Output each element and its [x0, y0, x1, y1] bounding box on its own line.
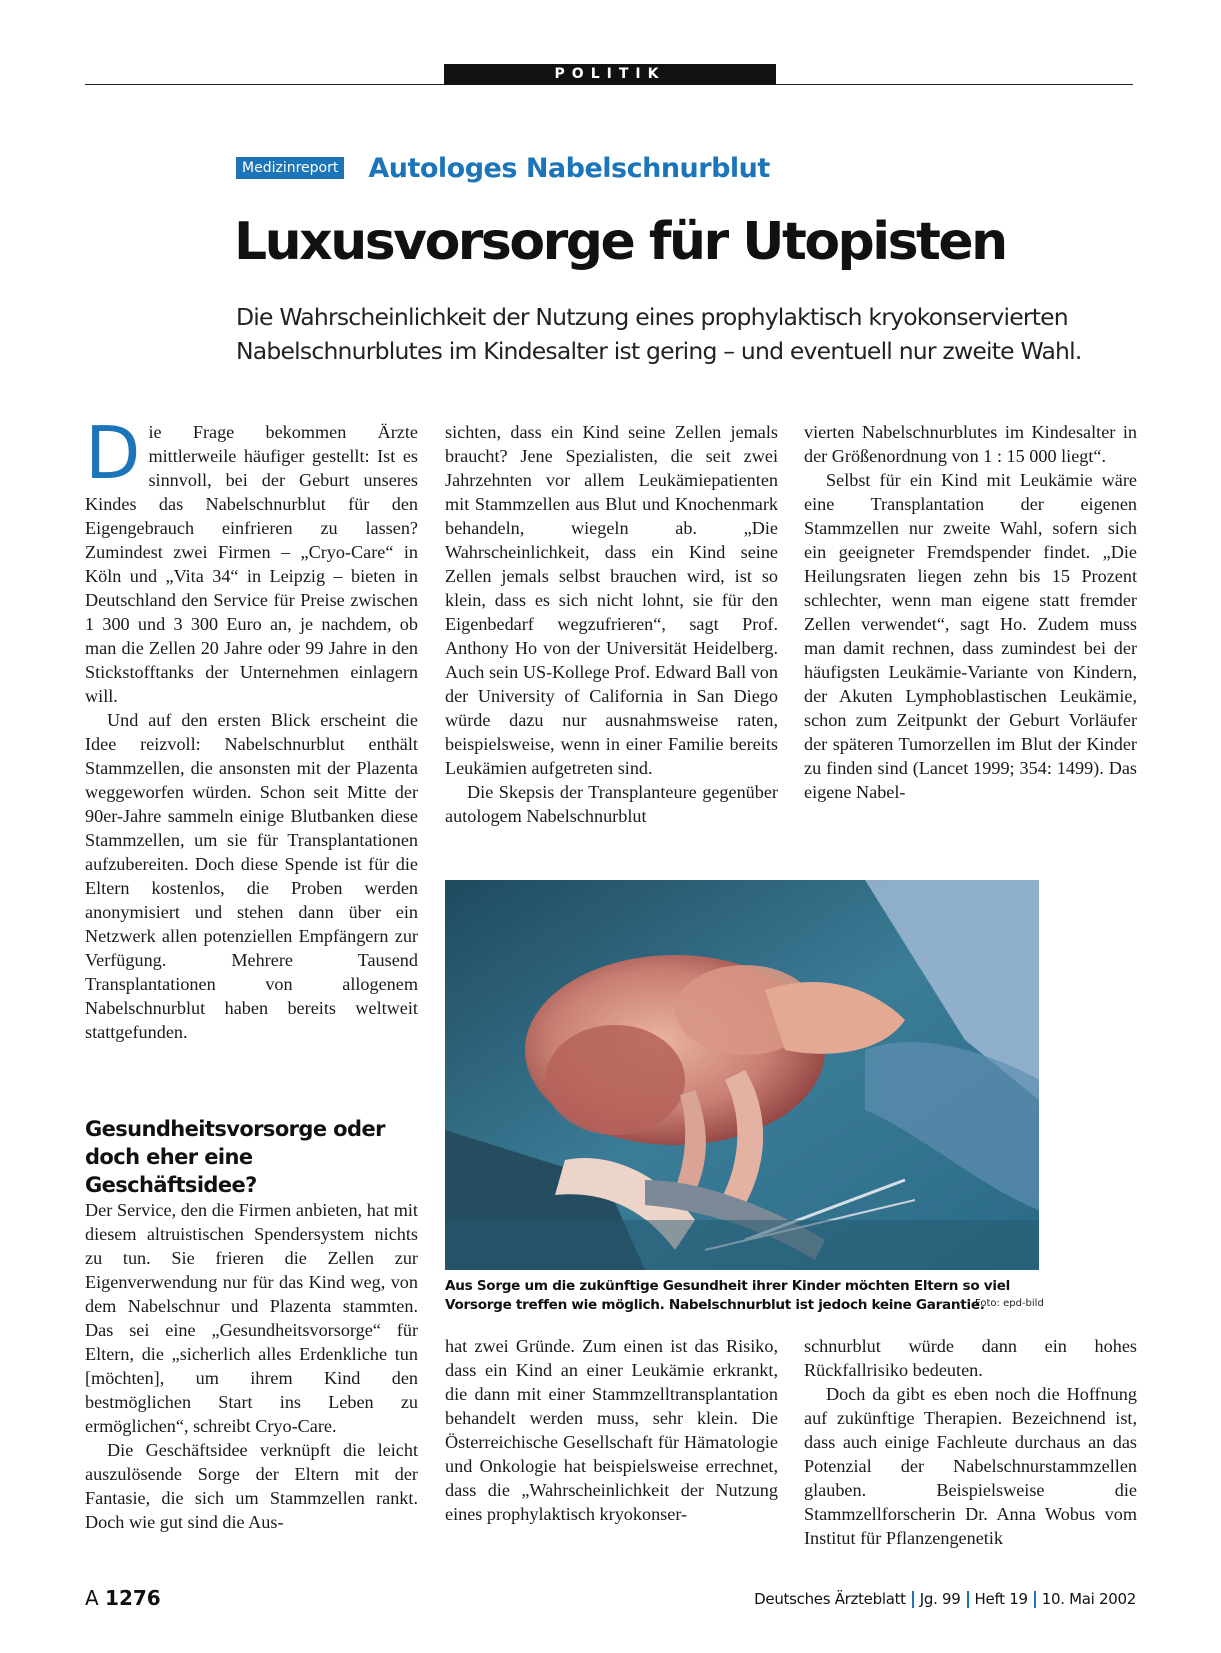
- article-headline: Luxusvorsorge für Utopisten: [234, 212, 1006, 272]
- page-number-value: 1276: [105, 1586, 161, 1610]
- paragraph: schnurblut würde dann ein hohes Rückfallrisiko bedeuten.: [804, 1336, 1137, 1380]
- column-2-continued: [445, 1334, 778, 1526]
- paragraph: hat zwei Gründe. Zum einen ist das Risiko, dass ein Kind an einer Leukämie erkrankt, die dann mit einer Stammzelltransplantation behandelt werden muss, sehr klein. Die Österreichische Gesellschaft für Hämatologie und Onkologie hat beispielsweise errechnet, dass die „Wahrscheinlichkeit der Nutzung eines prophylaktisch kryokonser-: [445, 1336, 778, 1524]
- journal-volume: Jg. 99: [919, 1590, 961, 1608]
- column-3: [804, 420, 1137, 804]
- journal-name: Deutsches Ärzteblatt: [754, 1590, 906, 1608]
- article-subhead: Die Wahrscheinlichkeit der Nutzung eines prophylaktisch kryokonservierten Nabelschnurblutes im Kindesalter ist gering – und eventuell nur zweite Wahl.: [236, 303, 1082, 365]
- column-1: [85, 411, 418, 1044]
- section-label: POLITIK: [444, 64, 776, 85]
- photo-credit: Foto: epd-bild: [975, 1298, 1044, 1309]
- photo-illustration: [445, 880, 1039, 1270]
- photo-caption: Aus Sorge um die zukünftige Gesundheit ihrer Kinder möchten Eltern so viel Vorsorge treffen wie möglich. Nabelschnurblut ist jedoch keine Garantie.: [445, 1278, 1011, 1313]
- column-3-continued: [804, 1334, 1137, 1550]
- paragraph: [85, 411, 418, 708]
- separator: [967, 1591, 969, 1608]
- journal-date: 10. Mai 2002: [1041, 1590, 1136, 1608]
- paragraph-text: ie Frage bekommen Ärzte mittlerweile häufiger gestellt: Ist es sinnvoll, bei der Geburt unseres Kindes das Nabelschnurblut für den Eigengebrauch einfrieren zu lassen? Zumindest zwei Firmen – „Cryo-Care“ in Köln und „Vita 34“ in Leipzig – bieten in Deutschland den Service für Preise zwischen 1 300 und 3 300 Euro an, je nachdem, ob man die Zellen 20 Jahre oder 99 Jahre in den Stickstofftanks der Unternehmen einlagern will.: [85, 422, 418, 706]
- kicker: [236, 150, 770, 186]
- paragraph: Selbst für ein Kind mit Leukämie wäre eine Transplantation der eigenen Stammzellen nur zweite Wahl, sofern sich ein geeigneter Fremdspender findet. „Die Heilungsraten liegen zehn bis 15 Prozent schlechter, wenn man eigene statt fremder Zellen verwendet“, sagt Ho. Zudem muss man damit rechnen, dass zumindest bei der häufigsten Leukämie-Variante von Kindern, der Akuten Lymphoblastischen Leukämie, schon zum Zeitpunkt der Geburt Vorläufer der späteren Tumorzellen im Blut der Kinder zu finden sind (Lancet 1999; 354: 1499). Das eigene Nabel-: [804, 470, 1137, 802]
- kicker-tag: Medizinreport: [236, 157, 344, 179]
- paragraph: Die Skepsis der Transplanteure gegenüber autologem Nabelschnurblut: [445, 782, 778, 826]
- page-prefix: A: [85, 1586, 99, 1610]
- paragraph: Der Service, den die Firmen anbieten, hat mit diesem altruistischen Spendersystem nichts zu tun. Sie frieren die Zellen zur Eigenverwendung nur für das Kind weg, von dem Nabelschnur und Plazenta stammten. Das sei eine „Gesundheitsvorsorge“ für Eltern, die „sicherlich alles Erdenkliche tun [möchten], um ihrem Kind den bestmöglichen Start ins Leben zu ermöglichen“, schreibt Cryo-Care.: [85, 1200, 418, 1436]
- journal-issue: Heft 19: [974, 1590, 1028, 1608]
- paragraph: Und auf den ersten Blick erscheint die Idee reizvoll: Nabelschnurblut enthält Stammzellen, die ansonsten mit der Plazenta weggeworfen würden. Schon seit Mitte der 90er-Jahre sammeln einige Blutbanken diese Stammzellen, um sie für Transplantationen aufzubereiten. Doch diese Spende ist für die Eltern kostenlos, die Proben werden anonymisiert und stehen dann über ein Netzwerk allen potenziellen Empfängern zur Verfügung. Mehrere Tausend Transplantationen von allogenem Nabelschnurblut haben bereits weltweit stattgefunden.: [85, 710, 418, 1042]
- separator: [912, 1591, 914, 1608]
- page-number: [85, 1586, 161, 1610]
- paragraph: Doch da gibt es eben noch die Hoffnung auf zukünftige Therapien. Bezeichnend ist, dass auch einige Fachleute durchaus an das Potenzial der Nabelschnurstammzellen glauben. Beispielsweise die Stammzellforscherin Dr. Anna Wobus vom Institut für Pflanzengenetik: [804, 1384, 1137, 1548]
- kicker-title: Autologes Nabelschnurblut: [368, 152, 770, 184]
- paragraph: vierten Nabelschnurblutes im Kindesalter in der Größenordnung von 1 : 15 000 liegt“.: [804, 422, 1137, 466]
- column-1-continued: [85, 1198, 418, 1534]
- separator: [1034, 1591, 1036, 1608]
- journal-footer: [754, 1590, 1136, 1608]
- article-photo: [445, 880, 1039, 1270]
- dropcap: D: [85, 411, 141, 495]
- paragraph: sichten, dass ein Kind seine Zellen jemals braucht? Jene Spezialisten, die seit zwei Jahrzehnten vor allem Leukämiepatienten mit Stammzellen aus Blut und Knochenmark behandeln, wiegeln ab. „Die Wahrscheinlichkeit, dass ein Kind seine Zellen jemals selbst brauchen wird, ist so klein, dass es sich nicht lohnt, sie für den Eigenbedarf wegzufrieren“, sagt Prof. Anthony Ho von der Universität Heidelberg. Auch sein US-Kollege Prof. Edward Ball von der University of California in San Diego würde dazu nur ausnahmsweise raten, beispielsweise, wenn in einer Familie bereits Leukämien aufgetreten sind.: [445, 422, 778, 778]
- column-2: [445, 420, 778, 828]
- section-subheading: Gesundheitsvorsorge oder doch eher eine Geschäftsidee?: [85, 1117, 385, 1197]
- paragraph: Die Geschäftsidee verknüpft die leicht auszulösende Sorge der Eltern mit der Fantasie, die sich um Stammzellen rankt. Doch wie gut sind die Aus-: [85, 1440, 418, 1532]
